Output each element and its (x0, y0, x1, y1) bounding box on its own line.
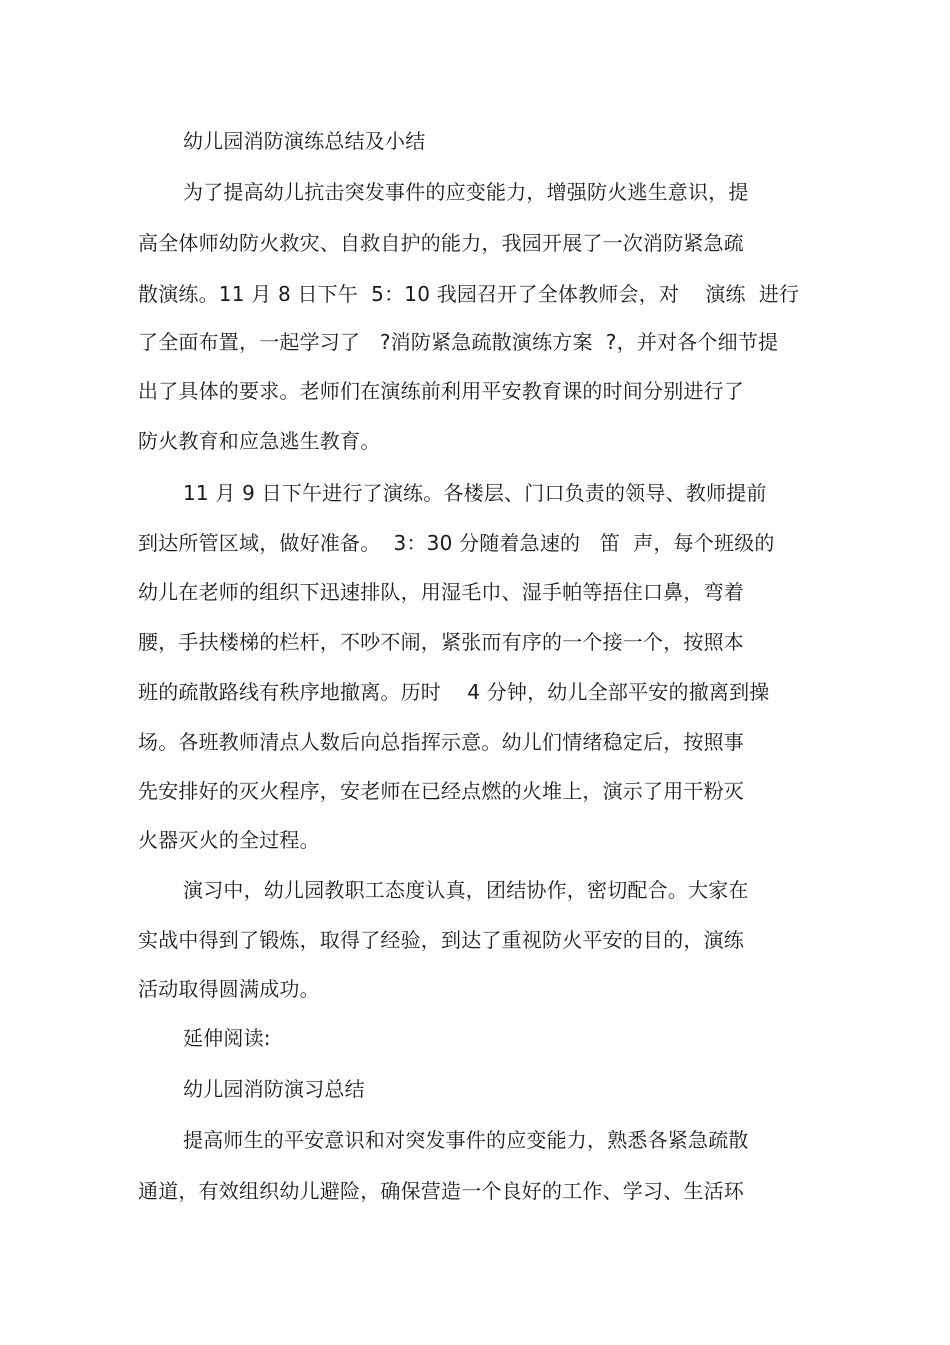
paragraph-line: 班的疏散路线有秩序地撤离。历时 4 分钟，幼儿全部平安的撤离到操 (138, 680, 770, 704)
paragraph-line: 通道，有效组织幼儿避险，确保营造一个良好的工作、学习、生活环 (138, 1179, 744, 1203)
paragraph-line: 演习中，幼儿园教职工态度认真，团结协作，密切配合。大家在 (183, 878, 749, 902)
document-subtitle: 幼儿园消防演习总结 (183, 1077, 365, 1101)
paragraph-line: 出了具体的要求。老师们在演练前利用平安教育课的时间分别进行了 (138, 379, 744, 403)
paragraph-line: 防火教育和应急逃生教育。 (138, 429, 381, 453)
paragraph-line: 场。各班教师清点人数后向总指挥示意。幼儿们情绪稳定后，按照事 (138, 730, 744, 754)
document-title: 幼儿园消防演练总结及小结 (183, 129, 426, 153)
paragraph-line: 11 月 9 日下午进行了演练。各楼层、门口负责的领导、教师提前 (183, 481, 767, 505)
paragraph-line: 提高师生的平安意识和对突发事件的应变能力，熟悉各紧急疏散 (183, 1128, 749, 1152)
paragraph-line: 先安排好的灭火程序，安老师在已经点燃的火堆上，演示了用干粉灭 (138, 779, 744, 803)
extended-reading-label: 延伸阅读: (183, 1026, 271, 1050)
paragraph-line: 到达所管区域，做好准备。 3：30 分随着急速的 笛 声，每个班级的 (138, 531, 775, 555)
paragraph-line: 了全面布置，一起学习了 ?消防紧急疏散演练方案 ?，并对各个细节提 (138, 330, 779, 354)
paragraph-line: 为了提高幼儿抗击突发事件的应变能力，增强防火逃生意识，提 (183, 180, 749, 204)
paragraph-line: 高全体师幼防火救灾、自救自护的能力，我园开展了一次消防紧急疏 (138, 231, 744, 255)
paragraph-line: 幼儿在老师的组织下迅速排队，用湿毛巾、湿手帕等捂住口鼻，弯着 (138, 580, 744, 604)
paragraph-line: 腰，手扶楼梯的栏杆，不吵不闹，紧张而有序的一个接一个，按照本 (138, 630, 744, 654)
paragraph-line: 散演练。11 月 8 日下午 5：10 我园召开了全体教师会，对 演练 进行 (138, 282, 800, 306)
paragraph-line: 火器灭火的全过程。 (138, 828, 320, 852)
paragraph-line: 实战中得到了锻炼，取得了经验，到达了重视防火平安的目的，演练 (138, 928, 744, 952)
paragraph-line: 活动取得圆满成功。 (138, 977, 320, 1001)
